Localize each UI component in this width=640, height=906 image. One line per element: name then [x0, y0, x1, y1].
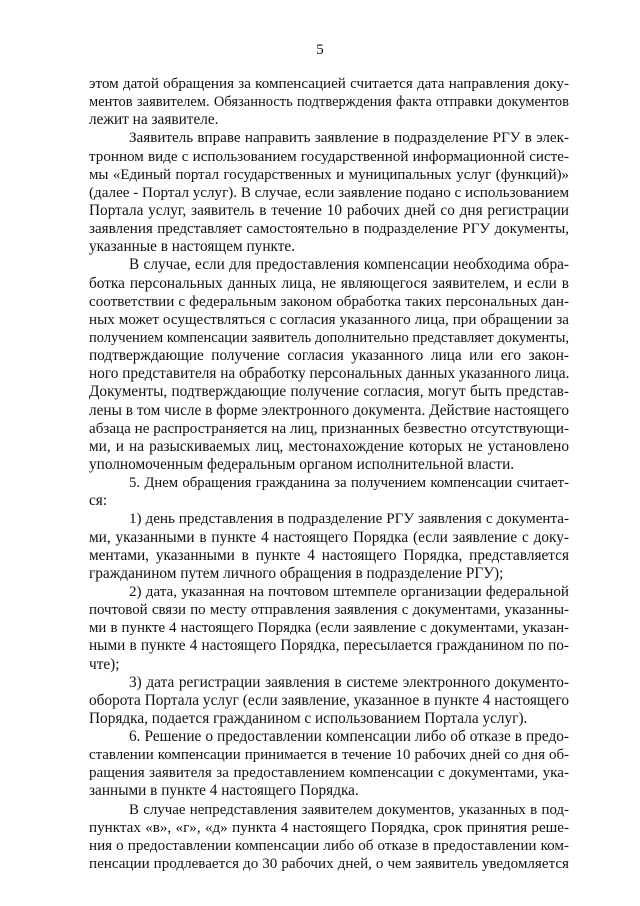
text-line: ными в пункте 4 настоящего Порядка, пересылается гражданином по по-: [89, 637, 569, 655]
text-line: Портала услуг, заявитель в течение 10 рабочих дней со дня регистрации: [89, 201, 569, 219]
text-line: занными в пункте 4 настоящего Порядка.: [89, 782, 359, 800]
document-body: [89, 75, 569, 873]
text-line: 5. Днем обращения гражданина за получением компенсации считает-: [129, 475, 569, 492]
text-line: пунктах «в», «г», «д» пункта 4 настоящего Порядка, срок принятия реше-: [89, 819, 569, 836]
text-line: В случае непредставления заявителем документов, указанных в под-: [129, 801, 569, 818]
page-number: 5: [316, 42, 324, 58]
text-line: указанные в настоящем пункте.: [89, 238, 296, 256]
text-line: ми в пункте 4 настоящего Порядка (если заявление с документами, указан-: [89, 620, 569, 637]
text-line: оборота Портала услуг (если заявление, указанное в пункте 4 настоящего: [89, 691, 569, 709]
text-line: Заявитель вправе направить заявление в подразделение РГУ в элек-: [129, 130, 569, 147]
text-line: 1) день представления в подразделение РГУ заявления с документа-: [129, 511, 569, 528]
text-line: почтовой связи по месту отправления заявления с документами, указанны-: [89, 602, 569, 619]
text-line: мы «Единый портал государственных и муниципальных услуг (функций)»: [89, 166, 569, 183]
text-line: ми, указанными в пункте 4 настоящего Порядка (если заявление с доку-: [89, 528, 569, 546]
text-line: ся:: [89, 492, 108, 510]
text-line: этом датой обращения за компенсацией считается дата направления доку-: [89, 76, 569, 92]
text-line: В случае, если для предоставления компенсации необходима обра-: [129, 256, 569, 274]
text-line: ния о предоставлении компенсации либо об отказе в предоставлении ком-: [89, 837, 569, 854]
text-line: ных может осуществляться с согласия указанного лица, при обращении за: [89, 311, 569, 328]
text-line: Порядка, подается гражданином с использованием Портала услуг).: [89, 709, 528, 727]
text-line: ментами, указанными в пункте 4 настоящего Порядка, представляется: [89, 546, 569, 564]
text-line: ми, и на разыскиваемых лиц, местонахождение которых не установлено: [89, 437, 569, 455]
text-line: ментов заявителем. Обязанность подтверждения факта отправки документов: [89, 94, 569, 111]
text-line: тронном виде с использованием государственной информационной систе-: [89, 148, 569, 165]
text-line: подтверждающие получение согласия указанного лица или его закон-: [89, 347, 569, 365]
text-line: ного представителя на обработку персональных данных указанного лица.: [89, 365, 570, 383]
text-line: (далее - Портал услуг). В случае, если заявление подано с использованием: [89, 184, 570, 201]
text-line: гражданином путем личного обращения в подразделение РГУ);: [89, 564, 504, 582]
text-line: абзаца не распространяется на лиц, признанных безвестно отсутствующи-: [89, 420, 569, 437]
text-line: ставлении компенсации принимается в течение 10 рабочих дней со дня об-: [89, 747, 569, 764]
text-line: пенсации продлевается до 30 рабочих дней, о чем заявитель уведомляется: [89, 856, 569, 873]
text-line: заявления представляет самостоятельно в подразделение РГУ документы,: [89, 221, 569, 238]
text-line: 2) дата, указанная на почтовом штемпеле организации федеральной: [129, 583, 569, 600]
text-line: уполномоченным федеральным органом исполнительной власти.: [89, 455, 515, 473]
text-line: соответствии с федеральным законом обработка таких персональных дан-: [89, 293, 569, 310]
text-line: ращения заявителя за предоставлением компенсации с документами, ука-: [89, 765, 569, 782]
text-line: получением компенсации заявитель дополнительно представляет документы,: [89, 329, 569, 346]
text-line: 3) дата регистрации заявления в системе электронного документо-: [129, 673, 569, 691]
text-line: 6. Решение о предоставлении компенсации либо об отказе в предо-: [129, 728, 569, 746]
text-line: чте);: [89, 655, 120, 673]
text-line: лены в том числе в форме электронного документа. Действие настоящего: [89, 401, 569, 419]
text-line: лежит на заявителе.: [89, 111, 219, 129]
text-line: Документы, подтверждающие получение согласия, могут быть представ-: [89, 383, 569, 401]
text-line: ботка персональных данных лица, не являющегося заявителем, и если в: [89, 274, 569, 292]
